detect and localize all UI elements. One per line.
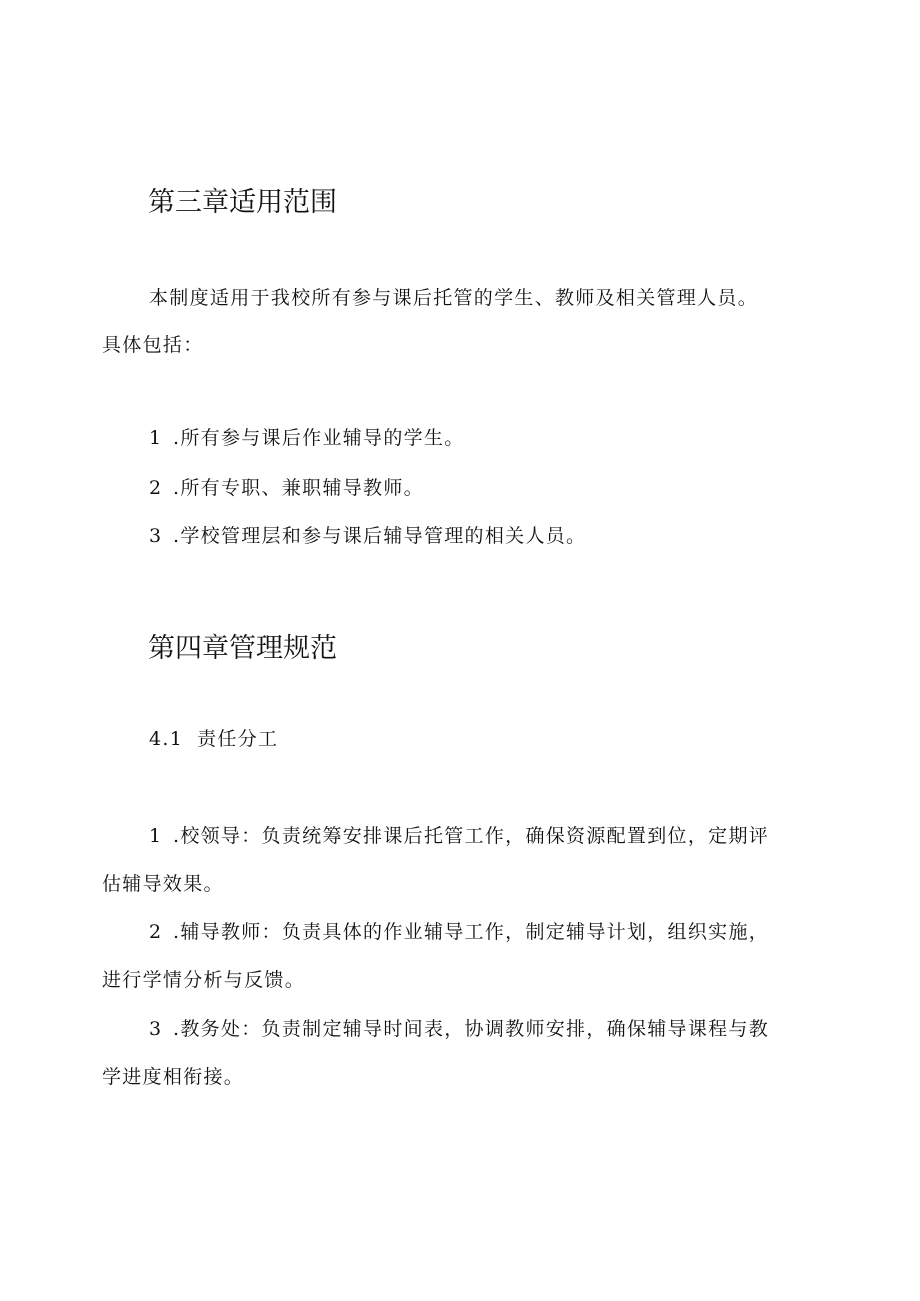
section-number: 4.1 — [149, 728, 184, 750]
item-text: .辅导教师：负责具体的作业辅导工作，制定辅导计划，组织实施， — [173, 921, 770, 943]
item-number: 1 — [149, 427, 163, 449]
chapter3-intro-line2: 具体包括： — [102, 334, 204, 356]
item-text: .教务处：负责制定辅导时间表，协调教师安排，确保辅导课程与教 — [173, 1018, 770, 1040]
chapter4-item-3-line1 — [149, 1015, 769, 1043]
chapter4-item-1-line1 — [149, 822, 769, 850]
chapter3-title: 第三章适用范围 — [148, 187, 337, 218]
item-number: 1 — [149, 825, 163, 847]
chapter4-item-1-line2: 估辅导效果。 — [102, 873, 224, 895]
chapter3-item-1 — [149, 424, 465, 452]
chapter4-item-2-line2: 进行学情分析与反馈。 — [102, 969, 306, 991]
section-4-1-heading — [149, 725, 278, 753]
item-number: 3 — [149, 1018, 163, 1040]
item-number: 2 — [149, 921, 163, 943]
chapter4-item-3-line2: 学进度相衔接。 — [102, 1066, 245, 1088]
chapter4-item-2-line1 — [149, 918, 769, 946]
item-text: .所有参与课后作业辅导的学生。 — [173, 427, 465, 449]
item-number: 3 — [149, 525, 163, 547]
chapter4-title: 第四章管理规范 — [148, 633, 337, 664]
item-text: .所有专职、兼职辅导教师。 — [173, 477, 424, 499]
chapter3-item-3 — [149, 522, 586, 550]
chapter3-item-2 — [149, 474, 424, 502]
item-text: .学校管理层和参与课后辅导管理的相关人员。 — [173, 525, 587, 547]
item-number: 2 — [149, 477, 163, 499]
section-title: 责任分工 — [197, 728, 279, 750]
chapter3-intro-line1: 本制度适用于我校所有参与课后托管的学生、教师及相关管理人员。 — [149, 287, 759, 309]
item-text: .校领导：负责统筹安排课后托管工作，确保资源配置到位，定期评 — [173, 825, 770, 847]
